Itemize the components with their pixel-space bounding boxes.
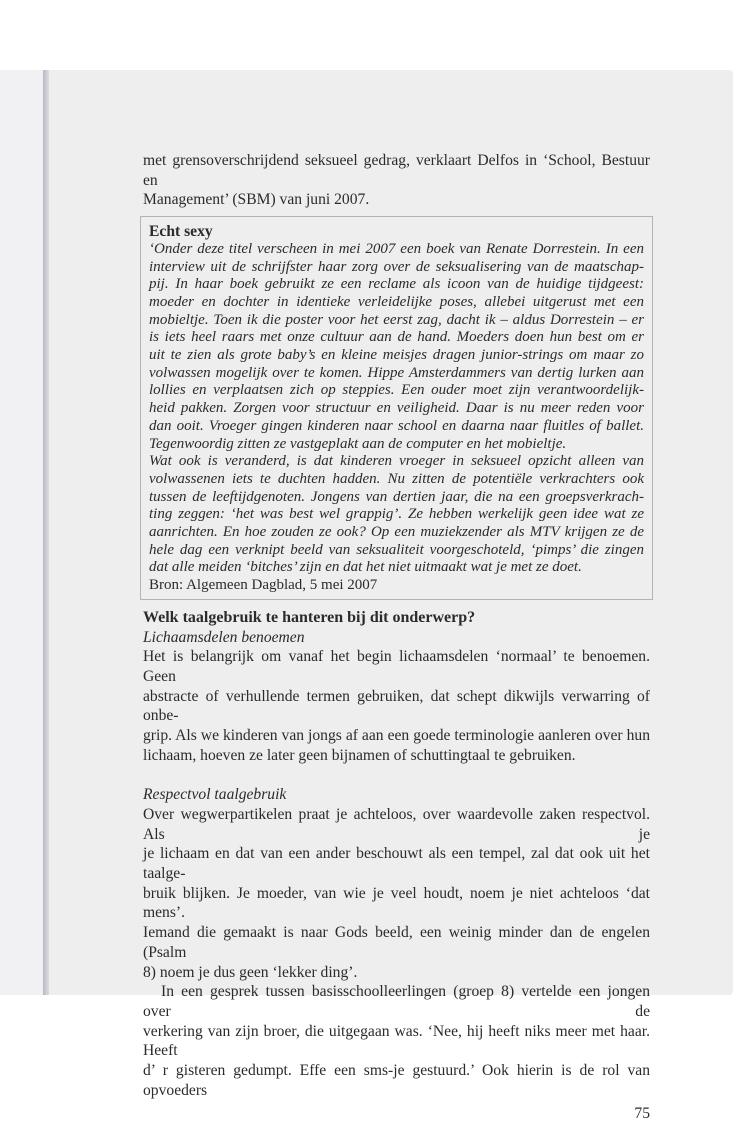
text-line: lollies en verplaatsen zich op steppies. Een ouder moet zijn verantwoordelijk- — [149, 382, 644, 399]
subheading-lichaamsdelen: Lichaamsdelen benoemen — [143, 628, 305, 646]
text-line: moeder en dochter in identieke verleidelijke poses, allebei uitgerust met een — [149, 293, 644, 310]
text-line: aanrichten. En hoe zouden ze ook? Op een muziekzender als MTV krijgen ze de — [149, 524, 644, 541]
paragraph-gesprek — [143, 982, 650, 1100]
text-line: je lichaam en dat van een ander beschouwt als een tempel, zal dat ook uit het taalge- — [143, 845, 650, 882]
section-taalgebruik — [143, 608, 650, 1101]
text-line: Iemand die gemaakt is naar Gods beeld, een weinig minder dan de engelen (Psalm — [143, 924, 650, 961]
quote-text — [149, 241, 644, 577]
text-line: ‘Onder deze titel verscheen in mei 2007 een boek van Renate Dorrestein. In een — [149, 240, 644, 257]
previous-page-edge — [0, 70, 44, 995]
text-line: bruik blijken. Je moeder, van wie je veel houdt, noem je niet achteloos ‘dat mens’. — [143, 884, 650, 922]
page-content — [140, 151, 653, 1124]
page-number: 75 — [634, 1105, 650, 1123]
text-line: Over wegwerpartikelen praat je achteloos, over waardevolle zaken respectvol. Als je — [143, 805, 650, 843]
text-line: heid pakken. Zorgen voor structuur en veiligheid. Daar is nu meer reden voor — [149, 400, 644, 417]
quote-box-title: Echt sexy — [149, 223, 213, 241]
quote-box — [140, 216, 653, 600]
text-line: dat alle meiden ‘bitches’ zijn en dat het niet uitmaakt wat je met ze doet. — [149, 559, 582, 576]
text-line: pij. In haar boek gebruikt ze een reclame als icoon van de huidige tijdgeest: — [149, 276, 644, 293]
text-line: grip. Als we kinderen van jongs af aan een goede terminologie aanleren over hun — [143, 727, 650, 745]
text-line: ting zeggen: ‘het was best wel grappig’. Ze hebben werkelijk geen idee wat ze — [149, 506, 644, 523]
text-line: interview uit de schrijfster haar zorg over de seksualisering van de maatschap- — [149, 258, 644, 275]
text-line: uit te zien als grote baby’s en kleine meisjes dragen junior-strings om maar zo — [149, 347, 644, 364]
text-line: hele dag een verknipt beeld van seksualiteit voorgeschoteld, ‘pimps’ die zingen — [149, 541, 644, 558]
paragraph-respectvol — [143, 805, 650, 982]
subheading-respectvol: Respectvol taalgebruik — [143, 786, 287, 804]
text-line: tussen de leeftijdgenoten. Jongens van dertien jaar, die na een groepsverkrach- — [149, 488, 644, 505]
text-line: met grensoverschrijdend seksueel gedrag, verklaart Delfos in ‘School, Bestuur en — [143, 152, 650, 189]
text-line: In een gesprek tussen basisschoolleerlingen (groep 8) vertelde een jongen over de — [143, 983, 650, 1020]
text-line: verkering van zijn broer, die uitgegaan was. ‘Nee, hij heeft niks meer met haar. Heeft — [143, 1022, 650, 1060]
text-line: lichaam, hoeven ze later geen bijnamen of schuttingtaal te gebruiken. — [143, 746, 576, 764]
text-line: is iets heel raars met onze cultuur aan de hand. Moeders doen hun best om er — [149, 329, 644, 346]
text-line: abstracte of verhullende termen gebruiken, dat schept dikwijls verwarring of onbe- — [143, 687, 650, 725]
text-line: d’ r gisteren gedumpt. Effe een sms-je gestuurd.’ Ook hierin is de rol van opvoeders — [143, 1062, 650, 1099]
text-line: volwassen mogelijk over te komen. Hippe Amsterdammers van dertig lurken aan — [149, 364, 644, 381]
text-line: volwassenen iets te duchten hadden. Nu zitten de potentiële verkrachters ook — [149, 470, 644, 487]
text-line: Tegenwoordig zitten ze vastgeplakt aan de computer en het mobieltje. — [149, 435, 567, 452]
quote-source: Bron: Algemeen Dagblad, 5 mei 2007 — [149, 577, 378, 594]
text-line: Management’ (SBM) van juni 2007. — [143, 191, 370, 209]
paragraph-lichaamsdelen — [143, 647, 650, 765]
text-line: mobieltje. Toen ik die poster voor het eerst zag, dacht ik – aldus Dorrestein – er — [149, 311, 644, 328]
text-line: Het is belangrijk om vanaf het begin lichaamsdelen ‘normaal’ te benoemen. Geen — [143, 648, 650, 685]
text-line: 8) noem je dus geen ‘lekker ding’. — [143, 963, 358, 981]
section-heading: Welk taalgebruik te hanteren bij dit onderwerp? — [143, 608, 476, 626]
text-line: dan ooit. Vroeger gingen kinderen naar school en daarna naar fluitles of ballet. — [149, 417, 644, 434]
intro-paragraph — [143, 151, 650, 210]
text-line: Wat ook is veranderd, is dat kinderen vroeger in seksueel opzicht alleen van — [149, 453, 644, 470]
